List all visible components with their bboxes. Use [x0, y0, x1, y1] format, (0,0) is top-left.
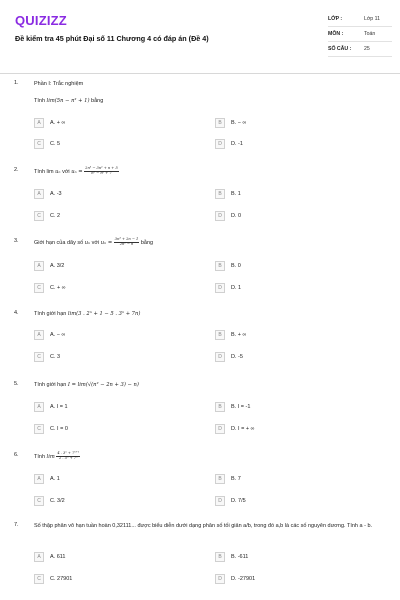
option-text: D. I = + ∞ — [231, 426, 255, 432]
grade-row — [328, 12, 392, 27]
question-text-pre: Tính giới hạn — [34, 382, 68, 388]
math-expression: lim(3 . 2ⁿ + 1 − 5 . 3ⁿ + 7n) — [67, 311, 141, 317]
option-text: B. 0 — [231, 263, 241, 269]
grade-label: LỚP : — [328, 16, 343, 22]
question-text — [34, 97, 374, 105]
option-text: D. -27901 — [231, 576, 256, 582]
option-text: B. I = -1 — [231, 404, 251, 410]
subject-label: MÔN : — [328, 31, 344, 37]
question-number: 4. — [14, 310, 19, 316]
question-count-label: SỐ CÂU : — [328, 46, 352, 52]
question-text — [34, 381, 374, 389]
question-text — [34, 238, 374, 247]
option-text: D. -1 — [231, 141, 243, 147]
option-text: D. -5 — [231, 354, 243, 360]
option-text: B. 1 — [231, 191, 241, 197]
option-letter-box: D — [215, 211, 225, 221]
option-text: D. 7/5 — [231, 498, 246, 504]
option-text: C. 27901 — [50, 576, 73, 582]
option-text: A. 3/2 — [50, 263, 65, 269]
option-letter-box: D — [215, 283, 225, 293]
fraction-numerator: 3n³ + 2n − 1 — [114, 237, 139, 241]
option-text: C. I = 0 — [50, 426, 68, 432]
question-text-post: bằng — [89, 98, 104, 104]
option-letter-box: D — [215, 424, 225, 434]
question-count-value: 25 — [364, 46, 370, 52]
option-letter-box: A — [34, 330, 44, 340]
option-text: C. 3 — [50, 354, 61, 360]
option-letter-box: B — [215, 330, 225, 340]
option-letter-box: B — [215, 474, 225, 484]
option-letter-box: A — [34, 261, 44, 271]
option-text: A. − ∞ — [50, 332, 66, 338]
option-text: C. 2 — [50, 213, 61, 219]
option-text: B. -611 — [231, 554, 249, 560]
question-text-pre: Tính — [34, 453, 47, 460]
option-text: B. − ∞ — [231, 120, 247, 126]
math-fraction — [56, 452, 80, 461]
option-text: C. + ∞ — [50, 285, 66, 291]
fraction-denominator: n³ − n² + 7 — [91, 170, 112, 175]
option-letter-box: A — [34, 402, 44, 412]
question-number: 7. — [14, 522, 19, 528]
fraction-denominator: 2 . 5ⁿ + 7ⁿ — [59, 455, 78, 460]
option-letter-box: A — [34, 118, 44, 128]
option-letter-box: D — [215, 352, 225, 362]
question-text-post: bằng — [139, 239, 154, 246]
question-number: 5. — [14, 381, 19, 387]
option-letter-box: C — [34, 424, 44, 434]
option-text: B. + ∞ — [231, 332, 247, 338]
math-variable: uₙ — [55, 168, 61, 175]
math-expression: I = lim(√(n² − 2n + 3) − n) — [67, 382, 139, 388]
option-letter-box: B — [215, 118, 225, 128]
option-text: A. I = 1 — [50, 404, 68, 410]
fraction-denominator: 2n² − n — [119, 241, 134, 246]
question-text-pre: Giới hạn của dãy số — [34, 239, 85, 246]
question-count-row — [328, 42, 392, 57]
option-text: A. + ∞ — [50, 120, 66, 126]
math-fraction — [114, 238, 140, 247]
question-text-mid: với — [90, 239, 101, 246]
option-letter-box: D — [215, 496, 225, 506]
option-letter-box: C — [34, 574, 44, 584]
page-header — [0, 0, 400, 74]
math-variable: uₙ — [84, 239, 91, 246]
math-variable: uₙ = — [71, 168, 83, 175]
question-number: 2. — [14, 167, 19, 173]
option-letter-box: C — [34, 139, 44, 149]
subject-value: Toán — [364, 31, 376, 37]
option-letter-box: A — [34, 189, 44, 199]
question-text — [34, 310, 374, 318]
option-text: A. 1 — [50, 476, 60, 482]
math-expression: lim(5n − n² + 1) — [46, 98, 90, 104]
option-letter-box: B — [215, 189, 225, 199]
question-text — [34, 167, 374, 176]
option-letter-box: C — [34, 283, 44, 293]
question-text-pre: Tính giới hạn — [34, 311, 68, 317]
option-letter-box: D — [215, 139, 225, 149]
question-text-pre: Tính — [34, 98, 47, 104]
option-letter-box: B — [215, 261, 225, 271]
grade-value: Lớp 11 — [364, 16, 380, 22]
subject-row — [328, 27, 392, 42]
question-text-mid: với — [60, 168, 72, 175]
option-letter-box: C — [34, 496, 44, 506]
question-number: 6. — [14, 452, 19, 458]
question-text-pre: Tính lim — [34, 168, 56, 175]
option-letter-box: C — [34, 211, 44, 221]
question-number: 3. — [14, 238, 19, 244]
option-letter-box: A — [34, 474, 44, 484]
option-text: A. -3 — [50, 191, 62, 197]
math-fraction — [84, 167, 119, 176]
fraction-numerator: 4 . 3ⁿ + 7ⁿ⁺¹ — [57, 451, 80, 455]
option-text: D. 0 — [231, 213, 242, 219]
document-title: Đề kiểm tra 45 phút Đại số 11 Chương 4 có đáp án (Đề 4) — [15, 34, 209, 43]
question-text — [34, 452, 374, 461]
fraction-numerator: 2n³ − 3n² + n + 5 — [85, 166, 118, 170]
option-text: B. 7 — [231, 476, 241, 482]
option-letter-box: A — [34, 552, 44, 562]
math-expression: lim — [46, 453, 55, 460]
section-title: Phần I: Trắc nghiệm — [34, 81, 84, 87]
option-letter-box: B — [215, 402, 225, 412]
option-letter-box: B — [215, 552, 225, 562]
math-variable: uₙ = — [100, 239, 113, 246]
option-letter-box: D — [215, 574, 225, 584]
quizizz-logo: QUIZIZZ — [15, 13, 67, 28]
question-text: Số thập phân vô hạn tuần hoàn 0,32111... được biểu diễn dưới dạng phân số tối giản a/b, trong đó a,b là các số nguyên dương. Tính a - b. — [34, 523, 373, 529]
option-text: A. 611 — [50, 554, 66, 560]
option-text: D. 1 — [231, 285, 242, 291]
option-text: C. 3/2 — [50, 498, 65, 504]
option-letter-box: C — [34, 352, 44, 362]
option-text: C. 5 — [50, 141, 61, 147]
question-number: 1. — [14, 80, 19, 86]
